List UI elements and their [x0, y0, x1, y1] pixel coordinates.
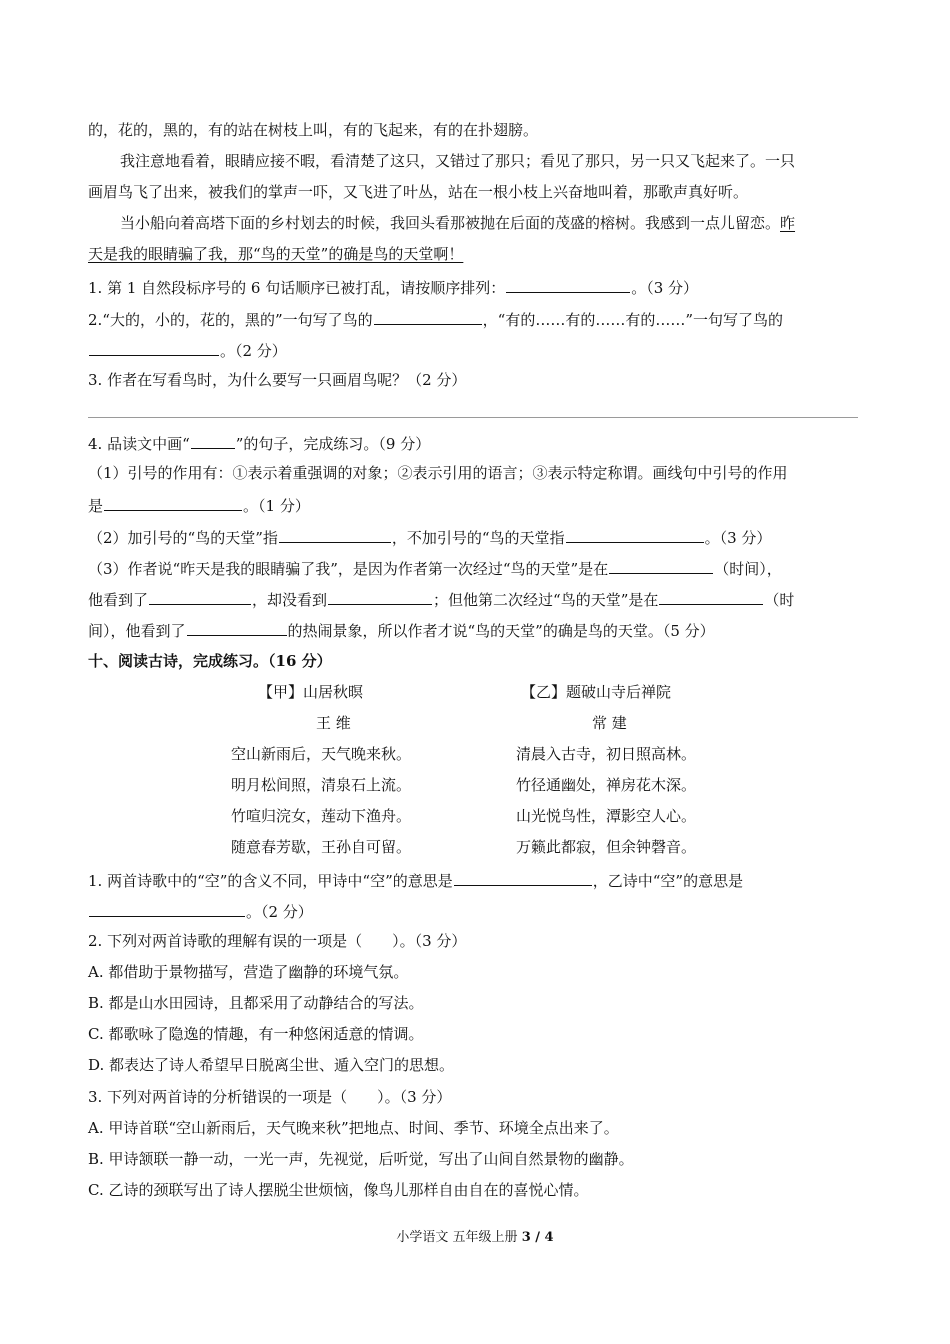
poem-b-line: 山光悦鸟性，潭影空人心。	[516, 807, 697, 825]
answer-blank[interactable]	[149, 588, 251, 605]
question-text: 他看到了	[88, 591, 149, 609]
question-text: 2.“大的，小的，花的，黑的”一句写了鸟的	[88, 311, 373, 329]
option-c[interactable]: C. 都歌咏了隐逸的情趣，有一种悠闲适意的情调。	[88, 1025, 424, 1043]
question-4-2	[88, 526, 863, 548]
underlined-sentence: 天是我的眼睛骗了我，那“鸟的天堂”的确是鸟的天堂啊！	[88, 245, 464, 263]
question-text: ，“有的……有的……有的……”一句写了鸟的	[482, 311, 783, 329]
answer-line[interactable]	[88, 417, 858, 418]
poem-question-1	[88, 869, 863, 891]
poem-question-1-cont	[88, 900, 863, 922]
poem-question-2: 2. 下列对两首诗歌的理解有误的一项是（ ）。（3 分）	[88, 932, 467, 950]
passage-line: 画眉鸟飞了出来，被我们的掌声一吓，又飞进了叶丛，站在一根小枝上兴奋地叫着，那歌声真好听。	[88, 183, 749, 201]
question-text: ”的句子，完成练习。（9 分）	[235, 435, 431, 453]
question-text: 是	[88, 497, 104, 515]
poem-a-line: 竹喧归浣女，莲动下渔舟。	[231, 807, 412, 825]
poem-a-line: 空山新雨后，天气晚来秋。	[231, 745, 412, 763]
underline-sample	[191, 432, 235, 449]
poem-b-title: 【乙】题破山寺后禅院	[521, 683, 672, 701]
poem-question-3: 3. 下列对两首诗的分析错误的一项是（ ）。（3 分）	[88, 1088, 452, 1106]
section-heading: 十、阅读古诗，完成练习。（16 分）	[88, 652, 332, 670]
question-text: 。（3 分）	[631, 279, 699, 297]
poem-b-line: 竹径通幽处，禅房花木深。	[516, 776, 697, 794]
answer-blank[interactable]	[506, 276, 630, 293]
option-c[interactable]: C. 乙诗的颈联写出了诗人摆脱尘世烦恼，像鸟儿那样自由自在的喜悦心情。	[88, 1181, 589, 1199]
question-4-3	[88, 557, 863, 579]
poem-b-line: 清晨入古寺，初日照高林。	[516, 745, 697, 763]
question-text: ，却没看到	[252, 591, 328, 609]
answer-blank[interactable]	[279, 526, 391, 543]
underlined-sentence: 昨	[780, 214, 796, 232]
answer-blank[interactable]	[104, 494, 242, 511]
question-text: ，不加引号的“鸟的天堂指	[391, 529, 565, 547]
passage-line	[88, 244, 863, 264]
question-text: 的热闹景象，所以作者才说“鸟的天堂”的确是鸟的天堂。（5 分）	[287, 622, 715, 640]
passage-line: 的，花的，黑的，有的站在树枝上叫，有的飞起来，有的在扑翅膀。	[88, 121, 539, 139]
option-a[interactable]: A. 都借助于景物描写，营造了幽静的环境气氛。	[88, 963, 409, 981]
poem-a-line: 随意春芳歇，王孙自可留。	[231, 838, 412, 856]
question-4-3-cont	[88, 588, 863, 610]
question-text: 。（3 分）	[704, 529, 772, 547]
answer-blank[interactable]	[609, 557, 713, 574]
answer-blank[interactable]	[659, 588, 763, 605]
passage-text: 当小船向着高塔下面的乡村划去的时候，我回头看那被抛在后面的茂盛的榕树。我感到一点儿留恋。	[120, 214, 781, 232]
poem-b-line: 万籁此都寂，但余钟磬音。	[516, 838, 697, 856]
answer-blank[interactable]	[566, 526, 704, 543]
question-text: （2）加引号的“鸟的天堂”指	[88, 529, 278, 547]
passage-line	[120, 213, 863, 233]
question-text: ；但他第二次经过“鸟的天堂”是在	[433, 591, 659, 609]
answer-blank[interactable]	[454, 869, 592, 886]
poem-a-title: 【甲】山居秋暝	[258, 683, 364, 701]
page-footer	[0, 1229, 950, 1247]
question-text: （3）作者说“昨天是我的眼睛骗了我”，是因为作者第一次经过“鸟的天堂”是在	[88, 560, 609, 578]
option-a[interactable]: A. 甲诗首联“空山新雨后，天气晚来秋”把地点、时间、季节、环境全点出来了。	[88, 1119, 619, 1137]
question-4-3-cont	[88, 619, 863, 641]
page-number: 3 / 4	[521, 1230, 554, 1245]
option-b[interactable]: B. 甲诗颔联一静一动，一光一声，先视觉，后听觉，写出了山间自然景物的幽静。	[88, 1150, 634, 1168]
question-4-1-cont	[88, 494, 863, 516]
question-text: （时间），	[714, 560, 782, 578]
question-2	[88, 308, 863, 330]
footer-text: 小学语文 五年级上册	[396, 1230, 518, 1245]
question-text: 。（2 分）	[246, 903, 313, 921]
poem-a-author: 王 维	[316, 714, 351, 732]
question-1	[88, 276, 863, 298]
answer-blank[interactable]	[328, 588, 432, 605]
question-text: ，乙诗中“空”的意思是	[592, 872, 744, 890]
option-d[interactable]: D. 都表达了诗人希望早日脱离尘世、遁入空门的思想。	[88, 1056, 455, 1074]
option-b[interactable]: B. 都是山水田园诗，且都采用了动静结合的写法。	[88, 994, 424, 1012]
question-4-1: （1）引号的作用有：①表示着重强调的对象；②表示引用的语言；③表示特定称谓。画线句中引号的作用	[88, 464, 788, 482]
question-2-cont	[88, 339, 863, 361]
answer-blank[interactable]	[374, 308, 482, 325]
question-text: 。（2 分）	[220, 342, 287, 360]
passage-line: 我注意地看着，眼睛应接不暇，看清楚了这只，又错过了那只；看见了那只，另一只又飞起来了。一只	[120, 152, 796, 170]
answer-blank[interactable]	[187, 619, 287, 636]
question-4	[88, 432, 863, 454]
question-text: 1. 两首诗歌中的“空”的含义不同，甲诗中“空”的意思是	[88, 872, 453, 890]
question-3: 3. 作者在写看鸟时，为什么要写一只画眉鸟呢？（2 分）	[88, 371, 467, 389]
question-text: 1. 第 1 自然段标序号的 6 句话顺序已被打乱，请按顺序排列：	[88, 279, 506, 297]
question-text: （时	[764, 591, 795, 609]
answer-blank[interactable]	[89, 900, 245, 917]
question-text: 间），他看到了	[88, 622, 186, 640]
answer-blank[interactable]	[89, 339, 219, 356]
poem-a-line: 明月松间照，清泉石上流。	[231, 776, 412, 794]
question-text: 4. 品读文中画“	[88, 435, 190, 453]
poem-b-author: 常 建	[592, 714, 627, 732]
question-text: 。（1 分）	[243, 497, 310, 515]
